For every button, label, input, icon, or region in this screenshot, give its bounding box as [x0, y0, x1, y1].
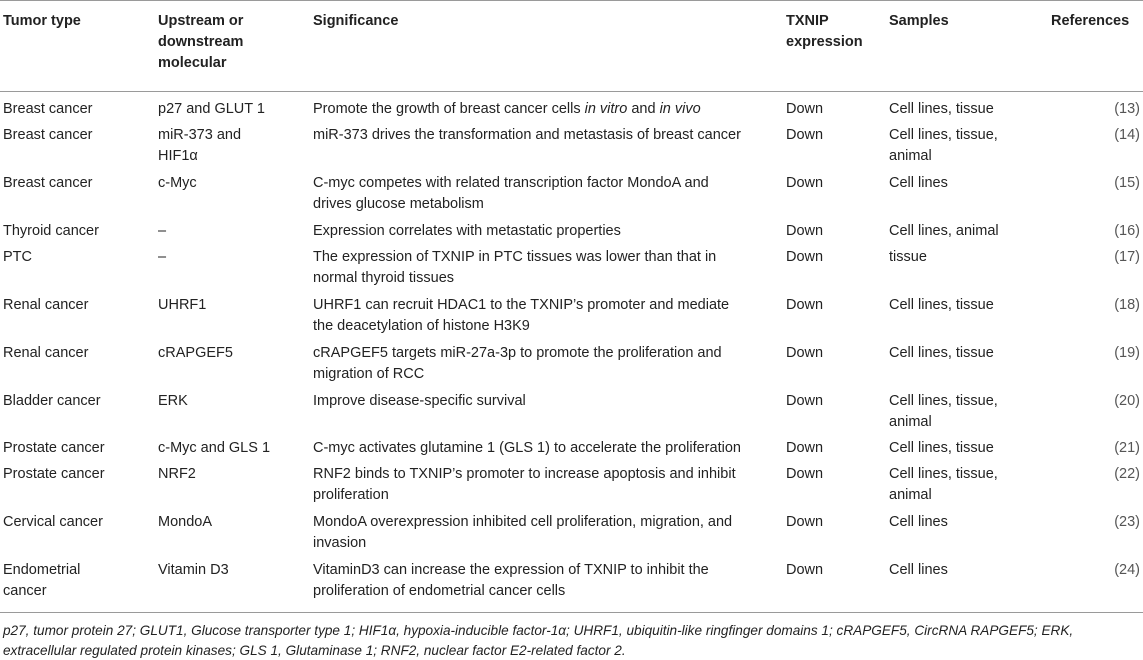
samples-cell-line: Cell lines, tissue [889, 440, 994, 456]
significance-cell-line: Improve disease-specific survival [313, 393, 526, 409]
significance-cell-line: invasion [313, 534, 367, 551]
significance-cell [313, 125, 741, 146]
tumor-type-cell [3, 221, 99, 242]
molecule-cell [158, 247, 166, 268]
tumor-type-cell [3, 512, 103, 533]
significance-cell [313, 512, 732, 553]
tumor-type-cell [3, 99, 92, 120]
reference-cell: (22) [1114, 466, 1140, 482]
significance-fragment: Promote the growth of breast cancer cells [313, 101, 585, 117]
samples-cell-line: Cell lines, tissue, [889, 127, 998, 143]
significance-cell-line: cRAPGEF5 targets miR-27a-3p to promote the proliferation and [313, 345, 722, 361]
tumor-type-cell-line: Breast cancer [3, 127, 93, 143]
expression-cell: Down [786, 127, 824, 143]
tumor-type-cell [3, 125, 92, 146]
significance-cell [313, 295, 729, 336]
significance-cell-line: RNF2 binds to TXNIP’s promoter to increase apoptosis and inhibit [313, 466, 736, 482]
reference-cell: (17) [1114, 249, 1140, 265]
header-tumor-type: Tumor type [3, 13, 81, 29]
tumor-type-cell [3, 295, 88, 316]
samples-cell-line: Cell lines [889, 175, 948, 191]
samples-cell [889, 512, 948, 533]
reference-cell: (20) [1114, 393, 1140, 409]
header-samples: Samples [889, 13, 949, 29]
reference-cell: (15) [1114, 175, 1140, 191]
molecule-cell [158, 99, 265, 120]
significance-cell-line: normal thyroid tissues [313, 269, 455, 286]
samples-cell [889, 464, 998, 505]
significance-cell-line: migration of RCC [313, 365, 425, 382]
footnote-line: p27, tumor protein 27; GLUT1, Glucose transporter type 1; HIF1α, hypoxia-inducible factor-1α; UHRF1, ubiquitin-like ringfinger domains 1; cRAPGEF5, CircRNA RAPGEF5; ERK, [3, 623, 1074, 638]
significance-cell-line: VitaminD3 can increase the expression of TXNIP to inhibit the [313, 562, 709, 578]
expression-cell: Down [786, 297, 824, 313]
tumor-type-cell-line: Prostate cancer [3, 440, 105, 456]
tumor-type-cell [3, 438, 105, 459]
molecule-cell-line: – [158, 249, 167, 265]
samples-cell-line: animal [889, 486, 932, 503]
expression-cell: Down [786, 562, 824, 578]
header-txnip-line: expression [786, 34, 863, 50]
samples-cell [889, 560, 948, 581]
expression-cell: Down [786, 466, 824, 482]
samples-cell [889, 125, 998, 166]
significance-cell [313, 173, 709, 214]
header-upstream [158, 11, 243, 74]
tumor-type-cell-line: Thyroid cancer [3, 223, 99, 239]
reference-cell: (13) [1114, 101, 1140, 117]
significance-cell [313, 438, 741, 459]
significance-cell-line: the deacetylation of histone H3K9 [313, 317, 530, 334]
footnote-line: extracellular regulated protein kinases; GLS 1, Glutaminase 1; RNF2, nuclear factor E2-related factor 2. [3, 642, 626, 658]
molecule-cell-line: UHRF1 [158, 297, 207, 313]
tumor-type-cell-line: Renal cancer [3, 297, 89, 313]
bottom-rule [0, 612, 1143, 613]
molecule-cell-line: NRF2 [158, 466, 196, 482]
expression-cell: Down [786, 101, 824, 117]
table-footnote [3, 621, 1143, 660]
significance-cell-line: The expression of TXNIP in PTC tissues was lower than that in [313, 249, 717, 265]
tumor-type-cell-line: Breast cancer [3, 175, 93, 191]
expression-cell: Down [786, 514, 824, 530]
significance-cell [313, 391, 526, 412]
molecule-cell-line: – [158, 223, 167, 239]
molecule-cell-line: c-Myc [158, 175, 197, 191]
molecule-cell-line: HIF1α [158, 147, 198, 164]
significance-cell-line: proliferation [313, 486, 389, 503]
expression-cell: Down [786, 249, 824, 265]
expression-cell: Down [786, 440, 824, 456]
samples-cell [889, 343, 994, 364]
samples-cell [889, 438, 994, 459]
significance-cell [313, 464, 736, 505]
tumor-type-cell [3, 560, 80, 601]
header-upstream-line: molecular [158, 55, 227, 71]
molecule-cell [158, 464, 196, 485]
significance-cell [313, 247, 716, 288]
significance-cell-line: Expression correlates with metastatic properties [313, 223, 621, 239]
significance-fragment: in vivo [659, 101, 701, 117]
molecule-cell [158, 343, 233, 364]
samples-cell [889, 247, 927, 268]
header-rule [0, 91, 1143, 92]
samples-cell-line: Cell lines, tissue, [889, 466, 998, 482]
molecule-cell [158, 173, 197, 194]
header-significance: Significance [313, 13, 399, 29]
significance-cell-line: C-myc competes with related transcription factor MondoA and [313, 175, 709, 191]
tumor-type-cell [3, 343, 88, 364]
samples-cell-line: Cell lines [889, 562, 948, 578]
significance-cell [313, 221, 621, 242]
samples-cell [889, 221, 999, 242]
samples-cell-line: animal [889, 413, 932, 430]
tumor-type-cell-line: Cervical cancer [3, 514, 103, 530]
tumor-type-cell-line: cancer [3, 582, 47, 599]
significance-cell-line: drives glucose metabolism [313, 195, 484, 212]
tumor-type-cell-line: PTC [3, 249, 32, 265]
molecule-cell-line: ERK [158, 393, 188, 409]
samples-cell-line: Cell lines [889, 514, 948, 530]
significance-cell [313, 343, 722, 384]
tumor-type-cell [3, 391, 101, 412]
samples-cell-line: Cell lines, tissue [889, 345, 994, 361]
header-upstream-line: downstream [158, 34, 244, 50]
samples-cell-line: tissue [889, 249, 927, 265]
samples-cell-line: Cell lines, tissue [889, 297, 994, 313]
samples-cell-line: Cell lines, tissue, [889, 393, 998, 409]
molecule-cell [158, 125, 241, 166]
expression-cell: Down [786, 175, 824, 191]
tumor-type-cell-line: Breast cancer [3, 101, 93, 117]
reference-cell: (18) [1114, 297, 1140, 313]
samples-cell-line: animal [889, 147, 932, 164]
samples-cell [889, 99, 994, 120]
tumor-type-cell [3, 247, 32, 268]
tumor-type-cell-line: Renal cancer [3, 345, 89, 361]
header-txnip-expression [786, 11, 863, 53]
reference-cell: (21) [1114, 440, 1140, 456]
samples-cell [889, 173, 948, 194]
header-upstream-line: Upstream or [158, 13, 244, 29]
significance-cell-line: MondoA overexpression inhibited cell proliferation, migration, and [313, 514, 733, 530]
molecule-cell-line: c-Myc and GLS 1 [158, 440, 271, 456]
reference-cell: (16) [1114, 223, 1140, 239]
reference-cell: (23) [1114, 514, 1140, 530]
header-txnip-line: TXNIP [786, 13, 829, 29]
expression-cell: Down [786, 393, 824, 409]
significance-cell-line: proliferation of endometrial cancer cells [313, 582, 566, 599]
samples-cell [889, 295, 994, 316]
tumor-type-cell-line: Prostate cancer [3, 466, 105, 482]
molecule-cell-line: MondoA [158, 514, 213, 530]
tumor-type-cell [3, 464, 105, 485]
expression-cell: Down [786, 223, 824, 239]
tumor-type-cell [3, 173, 92, 194]
significance-cell-line: UHRF1 can recruit HDAC1 to the TXNIP’s promoter and mediate [313, 297, 730, 313]
significance-fragment: and [627, 101, 660, 117]
significance-cell [313, 99, 701, 120]
reference-cell: (14) [1114, 127, 1140, 143]
significance-cell [313, 560, 709, 601]
tumor-type-cell-line: Endometrial [3, 562, 81, 578]
reference-cell: (24) [1114, 562, 1140, 578]
molecule-cell [158, 295, 206, 316]
molecule-cell-line: p27 and GLUT 1 [158, 101, 265, 117]
molecule-cell-line: cRAPGEF5 [158, 345, 233, 361]
significance-fragment: in vitro [584, 101, 628, 117]
samples-cell [889, 391, 998, 432]
reference-cell: (19) [1114, 345, 1140, 361]
tumor-type-cell-line: Bladder cancer [3, 393, 101, 409]
molecule-cell [158, 512, 212, 533]
samples-cell-line: Cell lines, tissue [889, 101, 994, 117]
expression-cell: Down [786, 345, 824, 361]
samples-cell-line: Cell lines, animal [889, 223, 999, 239]
molecule-cell-line: Vitamin D3 [158, 562, 229, 578]
significance-cell-line: C-myc activates glutamine 1 (GLS 1) to accelerate the proliferation [313, 440, 741, 456]
molecule-cell [158, 438, 270, 459]
top-rule [0, 0, 1143, 1]
molecule-cell [158, 221, 166, 242]
molecule-cell-line: miR-373 and [158, 127, 242, 143]
significance-cell-line: miR-373 drives the transformation and metastasis of breast cancer [313, 127, 741, 143]
molecule-cell [158, 560, 229, 581]
molecule-cell [158, 391, 188, 412]
header-references: References [1051, 13, 1130, 29]
